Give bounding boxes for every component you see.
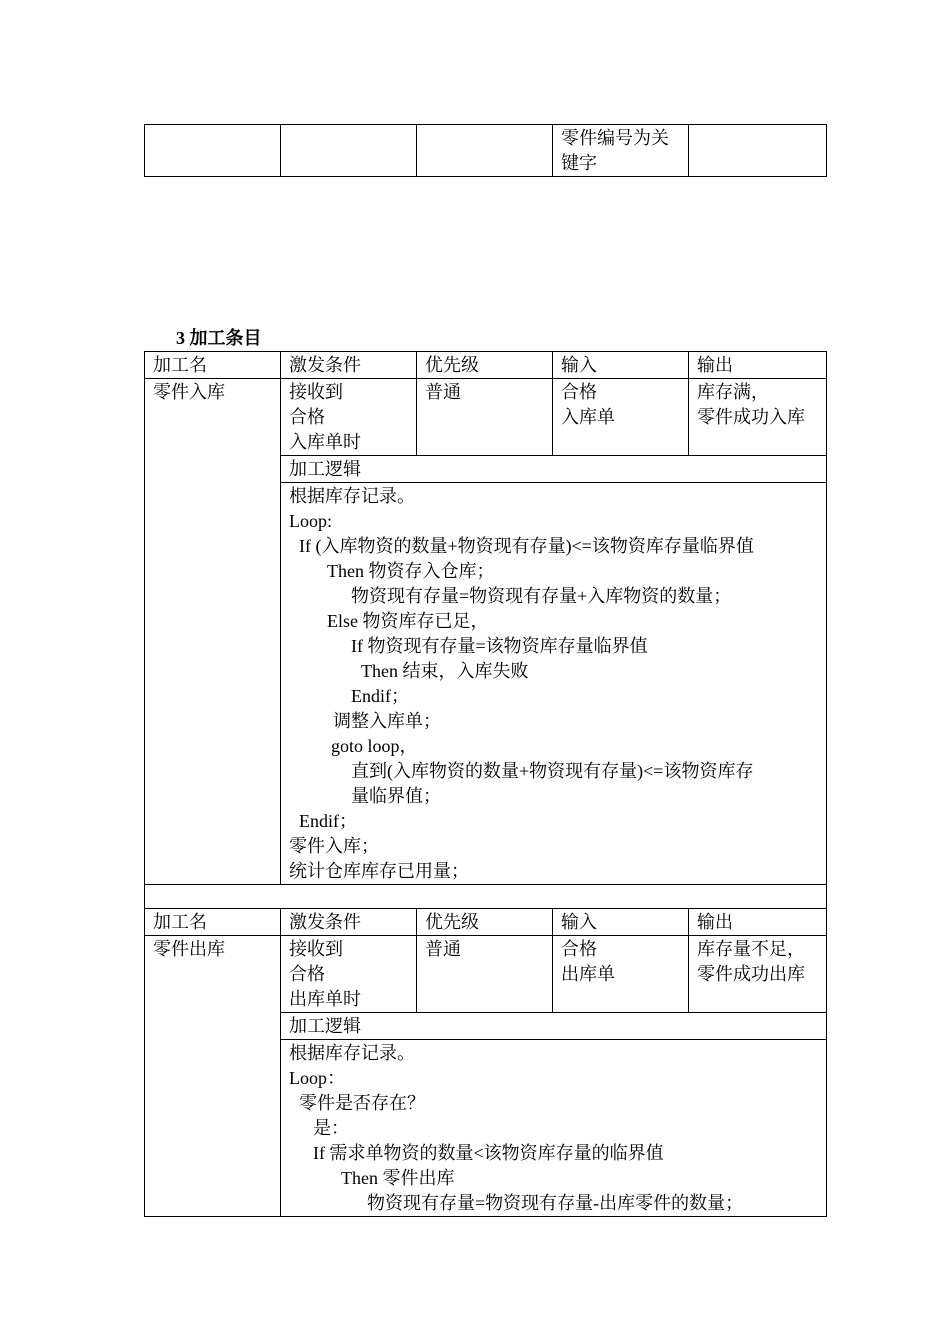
separator-cell xyxy=(145,885,827,909)
logic-lines xyxy=(289,1041,818,1216)
item-priority: 普通 xyxy=(417,379,553,456)
logic-label: 加工逻辑 xyxy=(281,1013,827,1040)
trigger-line: 接收到 xyxy=(289,382,343,402)
item-row xyxy=(145,936,827,1013)
process-items-table xyxy=(144,351,827,1217)
item-output xyxy=(689,379,827,456)
item-name: 零件出库 xyxy=(145,936,281,1217)
header-priority: 优先级 xyxy=(417,909,553,936)
header-priority: 优先级 xyxy=(417,352,553,379)
logic-line: 根据库存记录。 xyxy=(289,1043,415,1063)
logic-label: 加工逻辑 xyxy=(281,456,827,483)
item-trigger xyxy=(281,379,417,456)
item-priority: 普通 xyxy=(417,936,553,1013)
header-name: 加工名 xyxy=(145,909,281,936)
output-line: 库存量不足， xyxy=(697,939,805,959)
logic-line: goto loop， xyxy=(331,736,418,756)
logic-line: 物资现有存量=物资现有存量-出库零件的数量； xyxy=(367,1193,744,1213)
logic-line: 零件入库； xyxy=(289,836,379,856)
table-cell xyxy=(281,125,417,177)
logic-line: Else 物资库存已足， xyxy=(327,611,489,631)
logic-body xyxy=(281,483,827,885)
table-cell-key-note: 零件编号为关键字 xyxy=(553,125,689,177)
item-row xyxy=(145,379,827,456)
item-name: 零件入库 xyxy=(145,379,281,885)
trigger-line: 出库单时 xyxy=(289,989,361,1009)
logic-line: Endif； xyxy=(299,811,357,831)
logic-line: If 物资现有存量=该物资库存量临界值 xyxy=(351,636,648,656)
table-cell xyxy=(145,125,281,177)
header-row xyxy=(145,352,827,379)
output-line: 零件成功入库 xyxy=(697,407,805,427)
top-table xyxy=(144,124,827,177)
item-trigger xyxy=(281,936,417,1013)
item-output xyxy=(689,936,827,1013)
table-cell xyxy=(689,125,827,177)
logic-line: If (入库物资的数量+物资现有存量)<=该物资库存量临界值 xyxy=(299,536,754,556)
logic-lines xyxy=(289,484,818,884)
item-input xyxy=(553,379,689,456)
logic-line: 直到(入库物资的数量+物资现有存量)<=该物资库存 xyxy=(351,761,754,781)
logic-line: 物资现有存量=物资现有存量+入库物资的数量； xyxy=(351,586,732,606)
trigger-line: 接收到 xyxy=(289,939,343,959)
header-trigger: 激发条件 xyxy=(281,909,417,936)
input-line: 入库单 xyxy=(561,407,615,427)
header-input: 输入 xyxy=(553,352,689,379)
logic-line: If 需求单物资的数量<该物资库存量的临界值 xyxy=(313,1143,664,1163)
item-input xyxy=(553,936,689,1013)
input-line: 合格 xyxy=(561,939,597,959)
table-row xyxy=(145,125,827,177)
header-input: 输入 xyxy=(553,909,689,936)
logic-line: Then 零件出库 xyxy=(341,1168,455,1188)
logic-line: 调整入库单； xyxy=(333,711,441,731)
separator-row xyxy=(145,885,827,909)
header-output: 输出 xyxy=(689,909,827,936)
header-name: 加工名 xyxy=(145,352,281,379)
logic-line: 量临界值； xyxy=(351,786,441,806)
logic-line: Loop: xyxy=(289,511,332,531)
logic-line: 是： xyxy=(313,1118,349,1138)
header-row xyxy=(145,909,827,936)
input-line: 出库单 xyxy=(561,964,615,984)
header-trigger: 激发条件 xyxy=(281,352,417,379)
logic-line: 根据库存记录。 xyxy=(289,486,415,506)
output-line: 库存满， xyxy=(697,382,769,402)
logic-body xyxy=(281,1040,827,1217)
trigger-line: 合格 xyxy=(289,964,325,984)
input-line: 合格 xyxy=(561,382,597,402)
logic-line: Then 结束，入库失败 xyxy=(361,661,529,681)
logic-line: Then 物资存入仓库； xyxy=(327,561,495,581)
output-line: 零件成功出库 xyxy=(697,964,805,984)
logic-line: Loop： xyxy=(289,1068,345,1088)
logic-line: 统计仓库库存已用量； xyxy=(289,861,469,881)
header-output: 输出 xyxy=(689,352,827,379)
logic-line: Endif； xyxy=(351,686,409,706)
section-title: 3 加工条目 xyxy=(176,328,262,348)
table-cell xyxy=(417,125,553,177)
trigger-line: 合格 xyxy=(289,407,325,427)
trigger-line: 入库单时 xyxy=(289,432,361,452)
logic-line: 零件是否存在？ xyxy=(299,1093,425,1113)
